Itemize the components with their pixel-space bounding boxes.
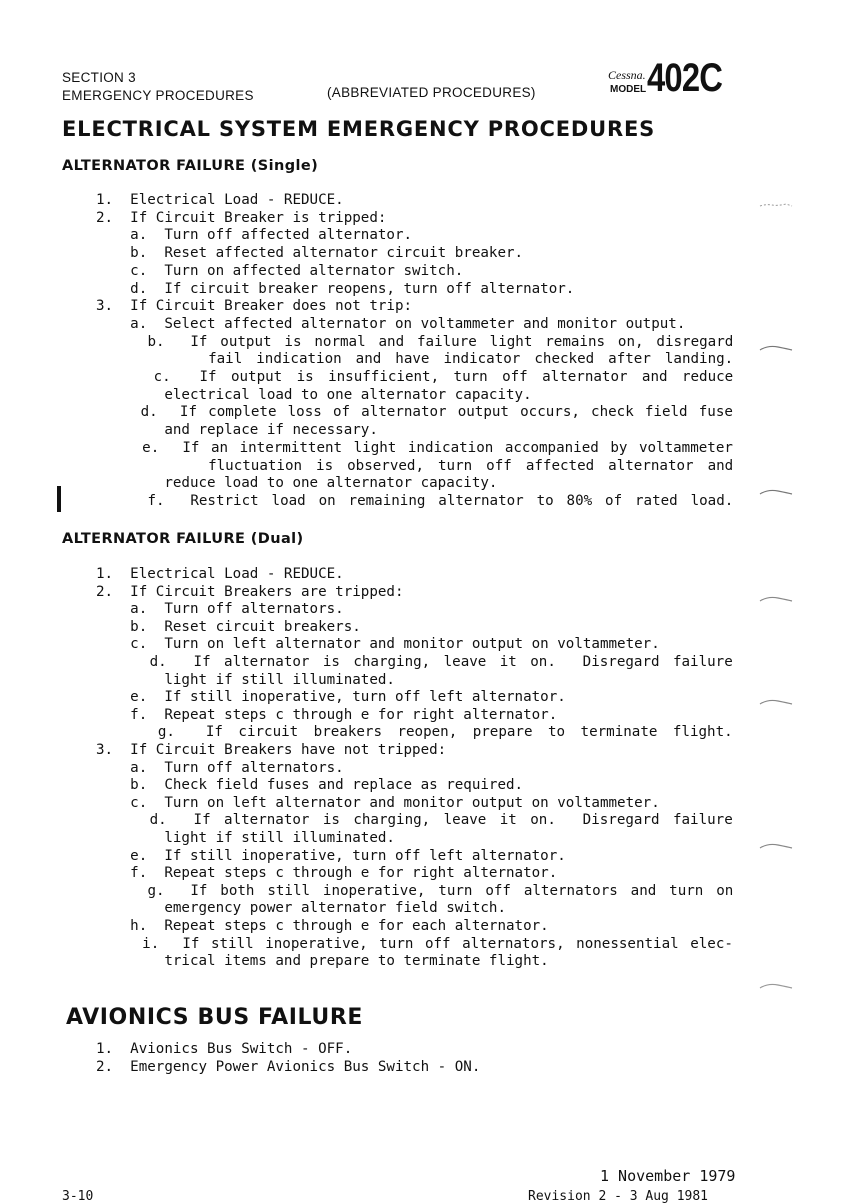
- margin-mark: [758, 698, 794, 706]
- step-line: a. Turn off affected alternator.: [96, 227, 413, 244]
- footer-date: 1 November 1979: [600, 1167, 736, 1185]
- step-line: e. If an intermittent light indication accompanied by voltammeter: [96, 439, 733, 456]
- step-line: b. Reset circuit breakers.: [96, 618, 361, 635]
- step-line: h. Repeat steps c through e for each alternator.: [96, 918, 549, 934]
- step-line: d. If circuit breaker reopens, turn off alternator.: [96, 280, 575, 297]
- margin-mark: [758, 982, 794, 990]
- step-line: f. Restrict load on remaining alternator to 80% of rated load.: [96, 492, 734, 509]
- step-line: d. If alternator is charging, leave it on. Disregard failure: [96, 654, 733, 670]
- step-line: a. Turn off alternators.: [96, 601, 344, 618]
- step-line: d. If alternator is charging, leave it on. Disregard failure: [96, 812, 733, 829]
- avionics-heading: AVIONICS BUS FAILURE: [66, 1005, 364, 1030]
- step-line: f. Repeat steps c through e for right alternator.: [96, 865, 558, 882]
- step-line: c. Turn on affected alternator switch.: [96, 262, 464, 279]
- section-label: SECTION 3: [62, 70, 136, 85]
- cessna-wordmark: Cessna.: [608, 68, 646, 82]
- step-line: reduce load to one alternator capacity.: [96, 475, 498, 492]
- step-line: g. If both still inoperative, turn off alternators and turn on: [96, 882, 734, 899]
- revision-bar: [57, 486, 61, 512]
- alt-dual-heading: ALTERNATOR FAILURE (Dual): [62, 531, 304, 547]
- step-line: e. If still inoperative, turn off left alternator.: [96, 689, 566, 706]
- step-line: b. If output is normal and failure light remains on, disregard: [96, 333, 734, 350]
- step-line: 1. Electrical Load - REDUCE.: [96, 566, 344, 582]
- step-line: light if still illuminated.: [96, 830, 395, 846]
- step-line: emergency power alternator field switch.: [96, 900, 506, 917]
- step-line: g. If circuit breakers reopen, prepare to terminate flight.: [96, 724, 733, 741]
- step-line: c. Turn on left alternator and monitor output on voltammeter.: [96, 794, 660, 811]
- step-line: fail indication and have indicator checked after landing.: [96, 351, 734, 368]
- step-line: 2. If Circuit Breakers are tripped:: [96, 583, 404, 600]
- step-line: e. If still inoperative, turn off left alternator.: [96, 847, 566, 864]
- step-line: 1. Avionics Bus Switch - OFF.: [96, 1041, 353, 1057]
- margin-mark: [758, 488, 794, 496]
- step-line: 1. Electrical Load - REDUCE.: [96, 192, 344, 208]
- step-line: 2. Emergency Power Avionics Bus Switch - ON.: [96, 1058, 481, 1075]
- step-line: electrical load to one alternator capacity.: [96, 386, 532, 403]
- step-line: 3. If Circuit Breaker does not trip:: [96, 298, 413, 315]
- step-line: a. Select affected alternator on voltammeter and monitor output.: [96, 315, 686, 332]
- step-line: fluctuation is observed, turn off affected alternator and: [96, 457, 734, 474]
- step-line: a. Turn off alternators.: [96, 759, 344, 776]
- subsection-label: EMERGENCY PROCEDURES: [62, 88, 254, 103]
- page-title: ELECTRICAL SYSTEM EMERGENCY PROCEDURES: [62, 117, 656, 141]
- header-center-label: (ABBREVIATED PROCEDURES): [327, 85, 536, 100]
- model-logo: [606, 58, 736, 104]
- margin-mark: [758, 842, 794, 850]
- model-label: MODEL: [610, 84, 647, 95]
- alt-single-heading: ALTERNATOR FAILURE (Single): [62, 158, 319, 174]
- step-line: f. Repeat steps c through e for right alternator.: [96, 706, 558, 723]
- step-line: c. If output is insufficient, turn off alternator and reduce: [96, 369, 734, 385]
- model-number: 402C: [647, 56, 723, 100]
- margin-mark: [758, 595, 794, 603]
- step-line: trical items and prepare to terminate flight.: [96, 953, 549, 970]
- step-line: 3. If Circuit Breakers have not tripped:: [96, 742, 447, 758]
- step-line: and replace if necessary.: [96, 422, 378, 439]
- step-line: c. Turn on left alternator and monitor output on voltammeter.: [96, 636, 660, 653]
- step-line: 2. If Circuit Breaker is tripped:: [96, 209, 387, 226]
- step-line: b. Check field fuses and replace as required.: [96, 777, 524, 794]
- step-line: i. If still inoperative, turn off alternators, nonessential elec-: [96, 935, 733, 952]
- footer-revision: Revision 2 - 3 Aug 1981: [528, 1189, 709, 1204]
- step-line: b. Reset affected alternator circuit breaker.: [96, 245, 524, 262]
- step-line: d. If complete loss of alternator output occurs, check field fuse: [96, 404, 733, 421]
- step-line: light if still illuminated.: [96, 671, 395, 688]
- margin-mark: [758, 344, 794, 352]
- margin-mark: [758, 200, 794, 208]
- footer-page-number: 3-10: [62, 1189, 94, 1204]
